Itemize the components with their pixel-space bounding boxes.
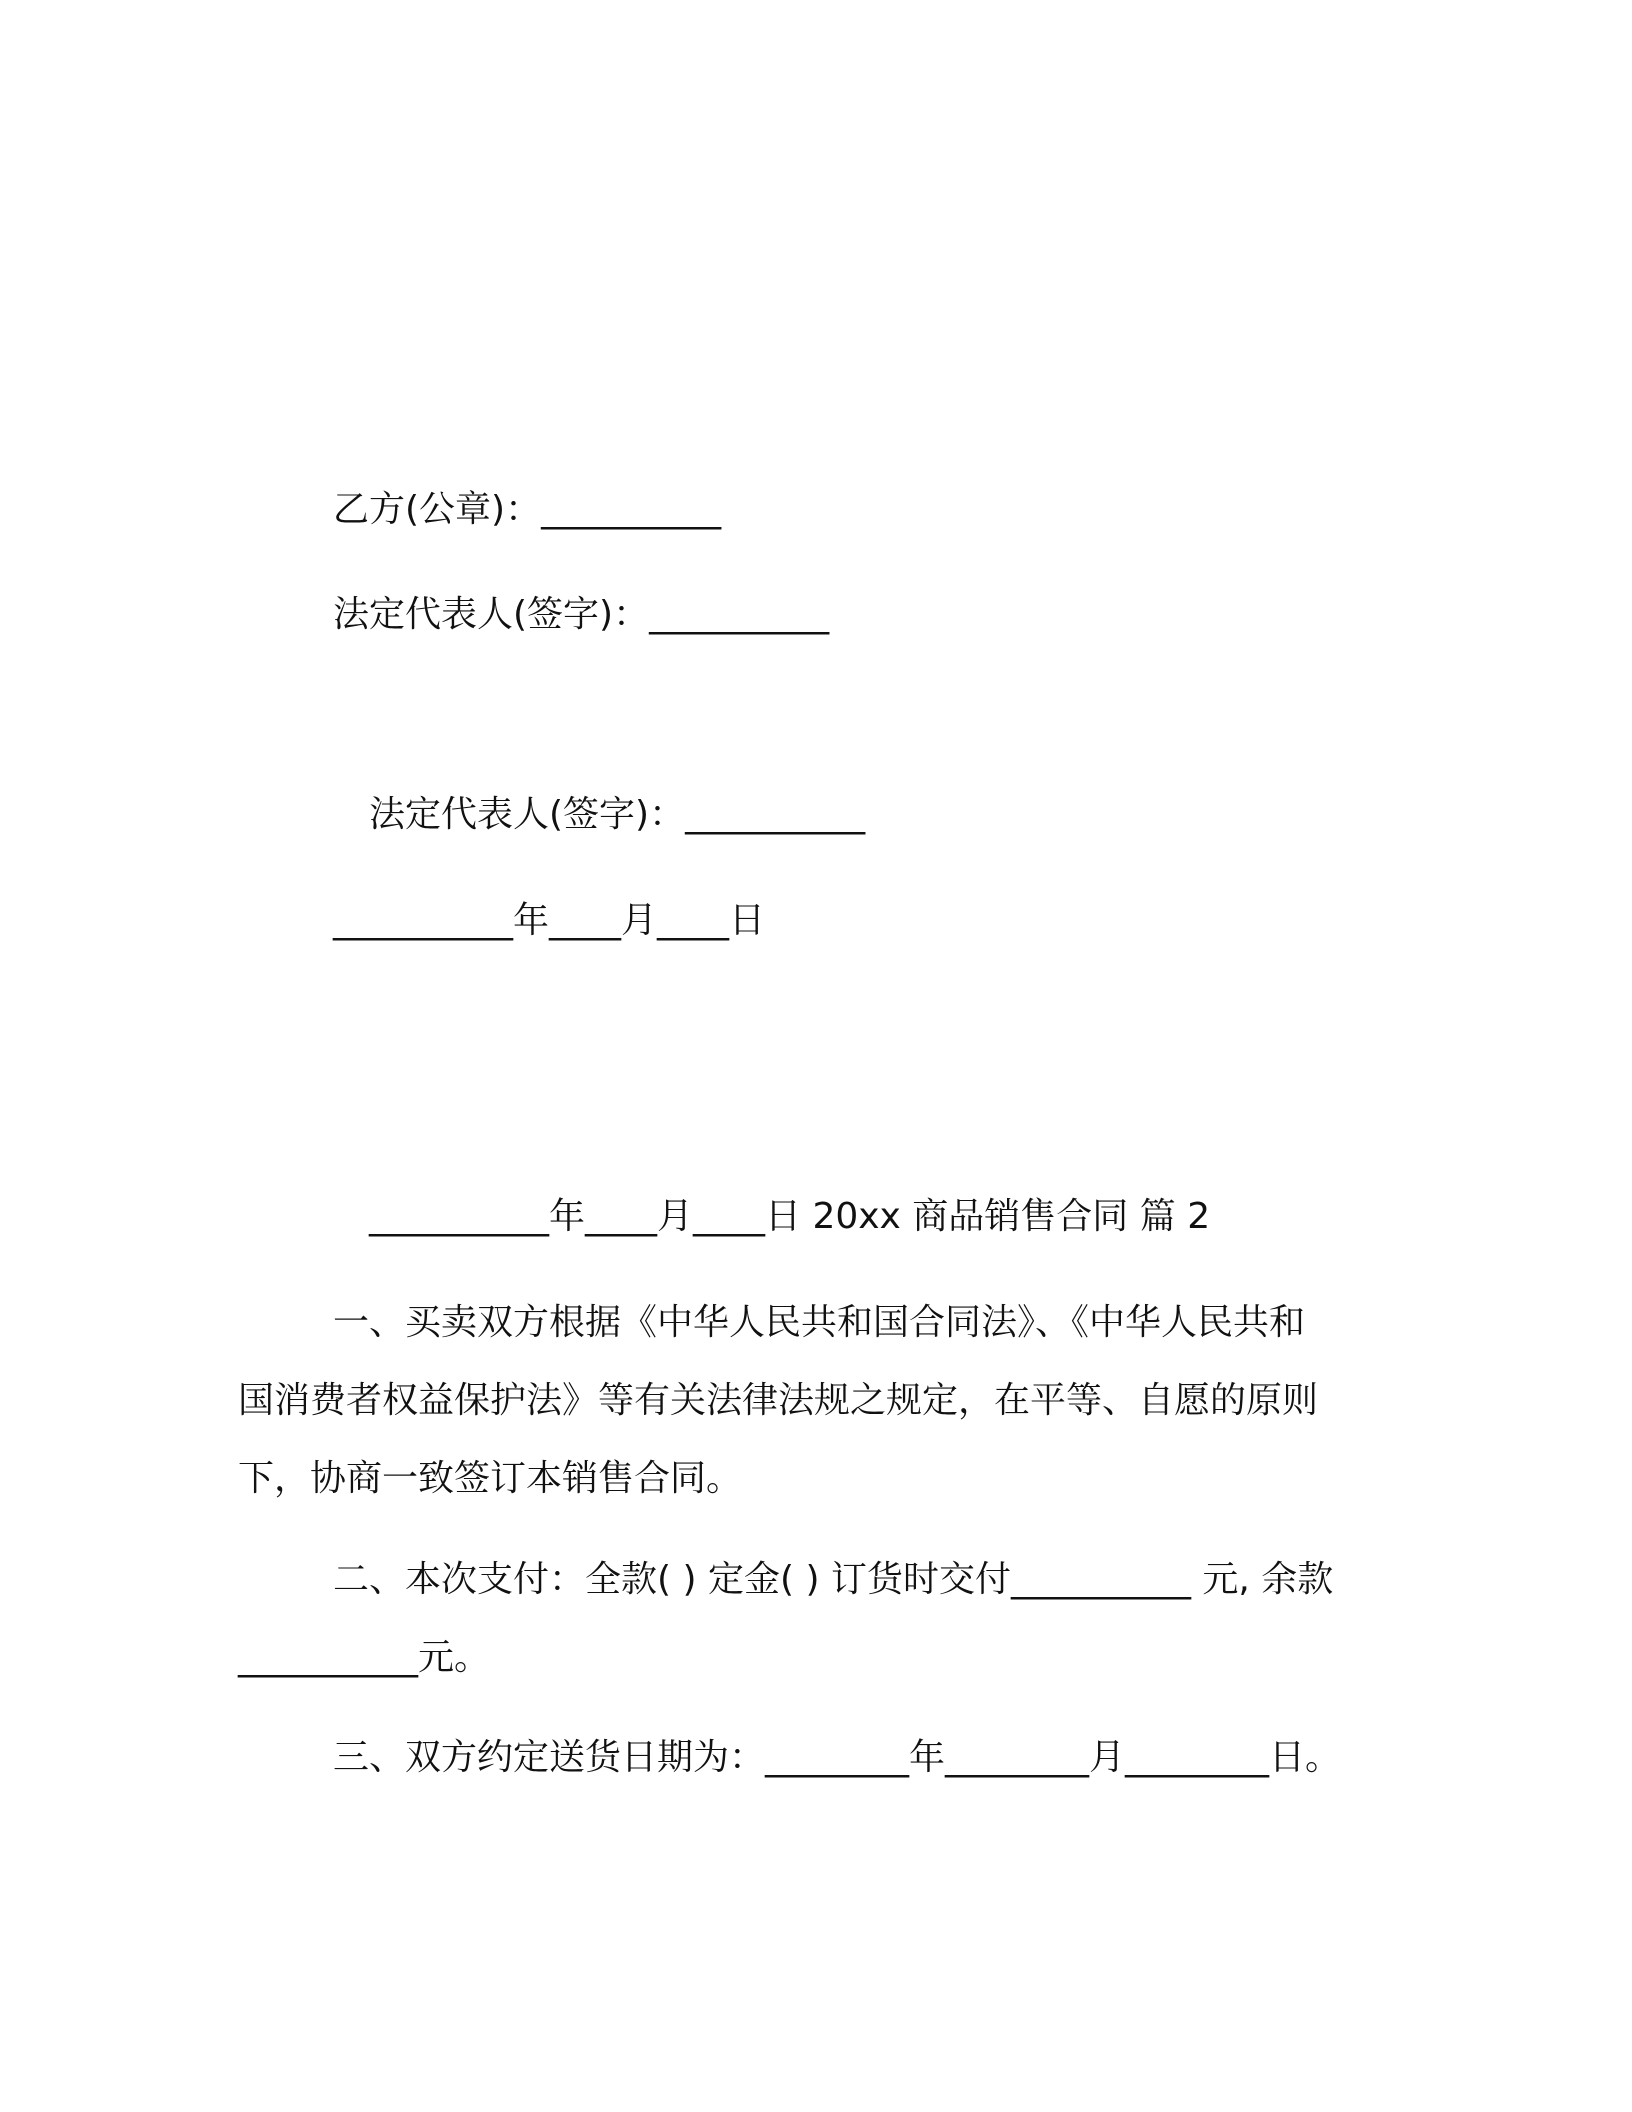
clause-2-line-1: 二、本次支付：全款( ) 定金( ) 订货时交付__________ 元, 余款: [333, 1559, 1334, 1600]
clause-3-line-1: 三、双方约定送货日期为：________年________月________日。: [333, 1737, 1342, 1778]
clause-2-line-2: __________元。: [238, 1637, 491, 1678]
section-heading: __________年____月____日 20xx 商品销售合同 篇 2: [369, 1196, 1211, 1237]
legal-representative-signature-line-2: 法定代表人(签字)：__________: [369, 794, 866, 835]
clause-1-line-2: 国消费者权益保护法》等有关法律法规之规定，在平等、自愿的原则: [238, 1380, 1319, 1421]
signature-date-line: __________年____月____日: [333, 900, 765, 941]
party-b-seal-line: 乙方(公章)：__________: [333, 489, 722, 530]
clause-1-line-3: 下，协商一致签订本销售合同。: [238, 1458, 743, 1499]
legal-representative-signature-line: 法定代表人(签字)：__________: [333, 594, 830, 635]
clause-1-line-1: 一、买卖双方根据《中华人民共和国合同法》、《中华人民共和: [333, 1302, 1306, 1343]
